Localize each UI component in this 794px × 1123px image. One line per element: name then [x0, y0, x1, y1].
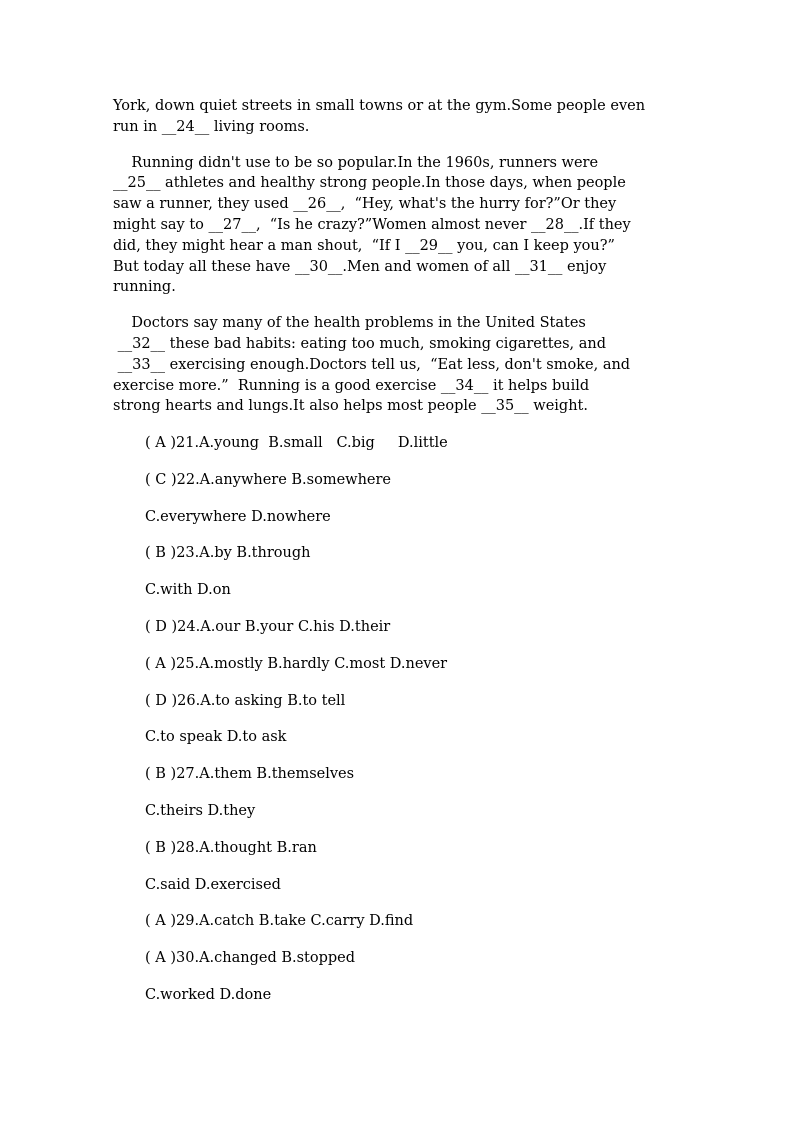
paragraph-3: [113, 313, 683, 417]
text-line: exercise more.” Running is a good exercise __34__ it helps build: [113, 377, 590, 394]
answer-line: C.theirs D.they: [145, 802, 256, 819]
answer-options: [145, 432, 685, 1021]
answer-line: ( B )28.A.thought B.ran: [145, 839, 317, 856]
text-line: might say to __27__, “Is he crazy?”Women almost never __28__.If they: [113, 216, 631, 233]
answer-line: C.to speak D.to ask: [145, 729, 287, 746]
text-line: Doctors say many of the health problems in the United States: [113, 315, 586, 332]
text-line: __32__ these bad habits: eating too much, smoking cigarettes, and: [113, 335, 607, 352]
text-line: run in __24__ living rooms.: [113, 118, 310, 135]
text-line: strong hearts and lungs.It also helps most people __35__ weight.: [113, 398, 588, 415]
text-line: __33__ exercising enough.Doctors tell us, “Eat less, don't smoke, and: [113, 356, 631, 373]
passage-text: [113, 96, 683, 432]
paragraph-2: [113, 153, 683, 299]
answer-line: ( B )27.A.them B.themselves: [145, 766, 355, 783]
text-line: But today all these have __30__.Men and women of all __31__ enjoy: [113, 258, 607, 275]
answer-line: C.everywhere D.nowhere: [145, 508, 331, 525]
answer-line: ( A )21.A.young B.small C.big D.little: [145, 435, 448, 451]
text-line: did, they might hear a man shout, “If I __29__ you, can I keep you?”: [113, 237, 615, 254]
answer-line: ( A )30.A.changed B.stopped: [145, 950, 356, 967]
answer-line: C.with D.on: [145, 582, 231, 599]
answer-line: C.worked D.done: [145, 986, 272, 1003]
paragraph-1: [113, 96, 683, 138]
answer-line: C.said D.exercised: [145, 876, 281, 893]
text-line: York, down quiet streets in small towns or at the gym.Some people even: [113, 98, 646, 114]
answer-line: ( B )23.A.by B.through: [145, 545, 311, 562]
text-line: saw a runner, they used __26__, “Hey, what's the hurry for?”Or they: [113, 196, 617, 213]
answer-line: ( D )24.A.our B.your C.his D.their: [145, 618, 391, 635]
text-line: __25__ athletes and healthy strong people.In those days, when people: [113, 175, 626, 192]
answer-line: ( D )26.A.to asking B.to tell: [145, 692, 346, 709]
answer-line: ( C )22.A.anywhere B.somewhere: [145, 471, 392, 488]
text-line: Running didn't use to be so popular.In the 1960s, runners were: [113, 154, 599, 171]
text-line: running.: [113, 279, 176, 296]
answer-line: ( A )29.A.catch B.take C.carry D.find: [145, 913, 414, 930]
answer-line: ( A )25.A.mostly B.hardly C.most D.never: [145, 655, 448, 672]
